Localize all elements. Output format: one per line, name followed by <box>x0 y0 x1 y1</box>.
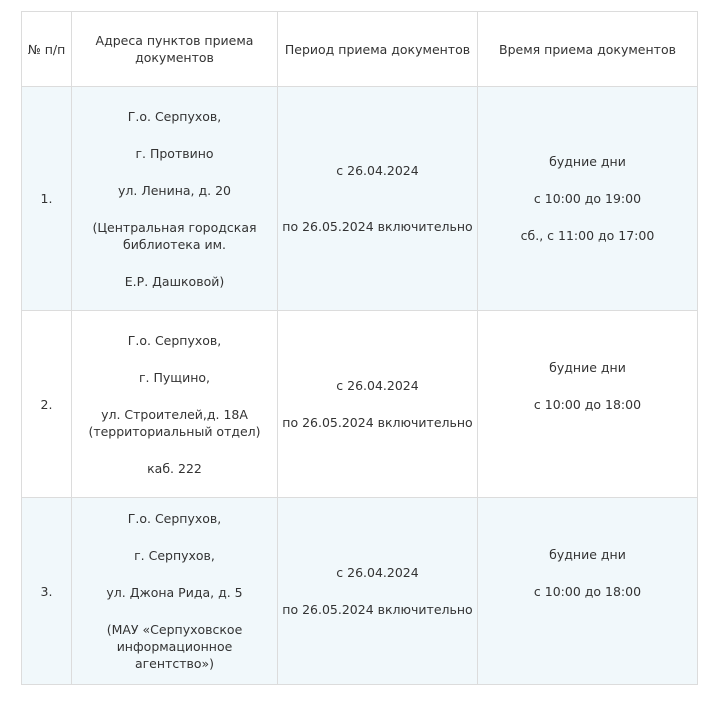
hours-line: будние дни <box>549 546 626 562</box>
address-line: ул. Ленина, д. 20 <box>118 182 231 198</box>
document-reception-table <box>21 11 698 685</box>
hours-line: будние дни <box>549 359 626 375</box>
period-start: с 26.04.2024 <box>336 565 419 580</box>
address-line: (Центральная городская библиотека им. <box>92 219 257 252</box>
period-end: по 26.05.2024 включительно <box>282 602 473 617</box>
row-number: 1. <box>22 87 72 311</box>
hours-line: сб., с 11:00 до 17:00 <box>520 228 655 243</box>
table-row <box>22 87 698 311</box>
address-line: ул. Строителей,д. 18А (территориальный отдел) <box>88 406 261 439</box>
period-cell <box>278 87 478 311</box>
address-line: Г.о. Серпухов, <box>127 511 222 526</box>
address-line: г. Пущино, <box>138 369 210 385</box>
period-start: с 26.04.2024 <box>336 378 419 393</box>
header-period: Период приема документов <box>278 12 478 87</box>
address-line: (МАУ «Серпуховское информационное агентство») <box>106 622 243 671</box>
address-line: Г.о. Серпухов, <box>127 332 222 348</box>
row-number: 2. <box>22 311 72 498</box>
period-cell <box>278 311 478 498</box>
period-end: по 26.05.2024 включительно <box>282 219 473 234</box>
hours-cell <box>478 87 698 311</box>
row-number: 3. <box>22 498 72 685</box>
header-row <box>22 12 698 87</box>
hours-line: будние дни <box>549 154 626 169</box>
address-line: ул. Джона Рида, д. 5 <box>106 585 243 600</box>
address-cell <box>72 87 278 311</box>
hours-line: с 10:00 до 19:00 <box>533 191 642 206</box>
period-start: с 26.04.2024 <box>336 163 419 178</box>
period-cell <box>278 498 478 685</box>
header-number: № п/п <box>22 12 72 87</box>
address-cell <box>72 498 278 685</box>
hours-cell <box>478 311 698 498</box>
address-line: каб. 222 <box>147 460 202 476</box>
hours-line: с 10:00 до 18:00 <box>533 396 642 412</box>
hours-line: с 10:00 до 18:00 <box>533 583 642 599</box>
header-hours: Время приема документов <box>478 12 698 87</box>
address-line: г. Серпухов, <box>134 548 215 563</box>
hours-cell <box>478 498 698 685</box>
address-line: Е.Р. Дашковой) <box>124 273 225 289</box>
header-address: Адреса пунктов приема документов <box>72 12 278 87</box>
address-cell <box>72 311 278 498</box>
table-row <box>22 498 698 685</box>
table-row <box>22 311 698 498</box>
address-line: г. Протвино <box>135 145 214 161</box>
period-end: по 26.05.2024 включительно <box>282 415 473 430</box>
address-line: Г.о. Серпухов, <box>127 108 222 124</box>
